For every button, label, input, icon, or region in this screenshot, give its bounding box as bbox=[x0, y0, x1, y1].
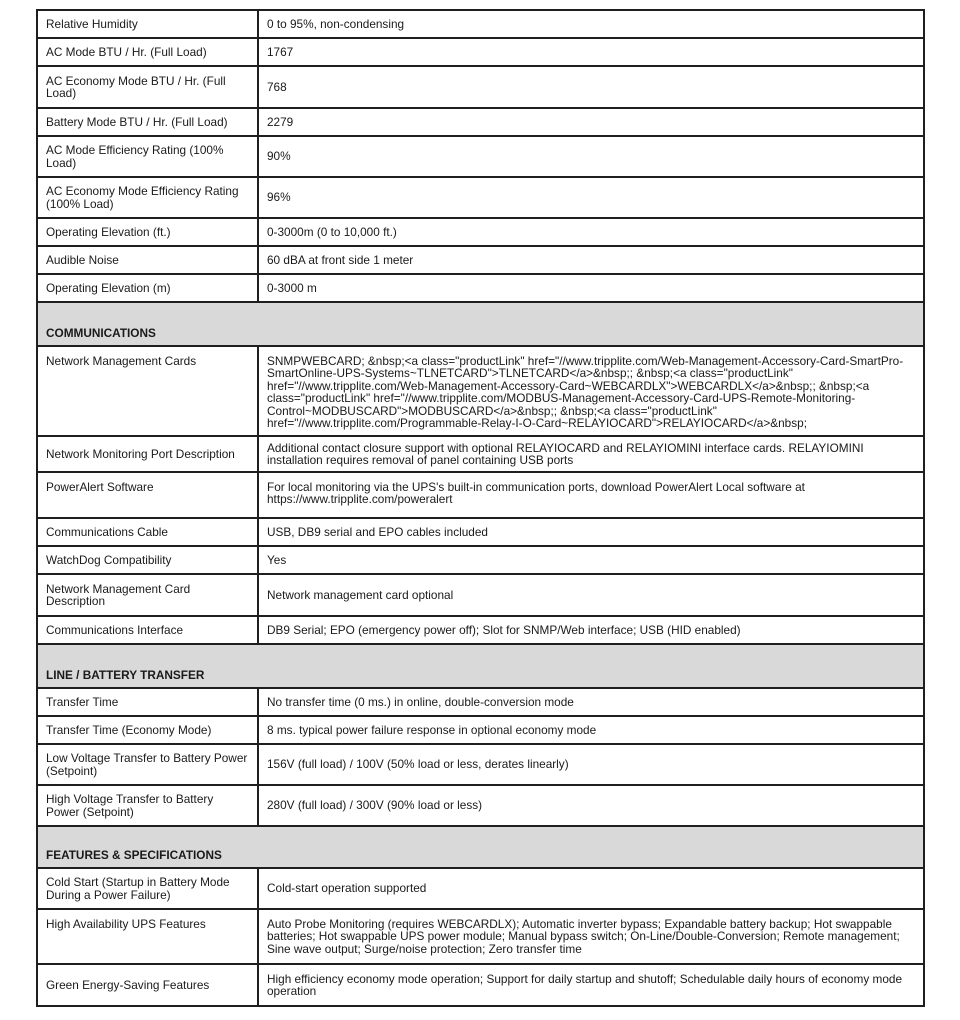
row-label: Network Management Cards bbox=[37, 346, 258, 436]
row-value: 768 bbox=[258, 66, 924, 108]
row-label: Green Energy-Saving Features bbox=[37, 964, 258, 1006]
row-value: 60 dBA at front side 1 meter bbox=[258, 246, 924, 274]
section-header-row bbox=[37, 644, 924, 688]
row-label: Audible Noise bbox=[37, 246, 258, 274]
row-label: AC Mode BTU / Hr. (Full Load) bbox=[37, 38, 258, 66]
table-row bbox=[37, 218, 924, 246]
row-value: DB9 Serial; EPO (emergency power off); Slot for SNMP/Web interface; USB (HID enabled) bbox=[258, 616, 924, 644]
table-row bbox=[37, 274, 924, 302]
row-value: 0 to 95%, non-condensing bbox=[258, 10, 924, 38]
table-row bbox=[37, 744, 924, 785]
row-value: 96% bbox=[258, 177, 924, 218]
table-row bbox=[37, 472, 924, 518]
table-row bbox=[37, 346, 924, 436]
row-label: Battery Mode BTU / Hr. (Full Load) bbox=[37, 108, 258, 136]
row-label: AC Economy Mode BTU / Hr. (Full Load) bbox=[37, 66, 258, 108]
table-row bbox=[37, 574, 924, 616]
row-label: Transfer Time (Economy Mode) bbox=[37, 716, 258, 744]
row-label: PowerAlert Software bbox=[37, 472, 258, 518]
row-value: USB, DB9 serial and EPO cables included bbox=[258, 518, 924, 546]
row-label: High Availability UPS Features bbox=[37, 909, 258, 964]
section-title: FEATURES & SPECIFICATIONS bbox=[37, 826, 924, 868]
row-label: WatchDog Compatibility bbox=[37, 546, 258, 574]
row-label: Relative Humidity bbox=[37, 10, 258, 38]
table-row bbox=[37, 785, 924, 826]
row-value: 0-3000m (0 to 10,000 ft.) bbox=[258, 218, 924, 246]
section-title: COMMUNICATIONS bbox=[37, 302, 924, 346]
table-row bbox=[37, 10, 924, 38]
table-row bbox=[37, 66, 924, 108]
table-row bbox=[37, 38, 924, 66]
table-row bbox=[37, 868, 924, 909]
table-row bbox=[37, 108, 924, 136]
row-value: 280V (full load) / 300V (90% load or less) bbox=[258, 785, 924, 826]
row-value: No transfer time (0 ms.) in online, double-conversion mode bbox=[258, 688, 924, 716]
section-header-row bbox=[37, 826, 924, 868]
table-row bbox=[37, 436, 924, 472]
row-value: 0-3000 m bbox=[258, 274, 924, 302]
row-value: 1767 bbox=[258, 38, 924, 66]
table-row bbox=[37, 688, 924, 716]
table-row bbox=[37, 964, 924, 1006]
table-row bbox=[37, 616, 924, 644]
row-value: 156V (full load) / 100V (50% load or less, derates linearly) bbox=[258, 744, 924, 785]
table-row bbox=[37, 546, 924, 574]
section-header-row bbox=[37, 302, 924, 346]
row-label: Network Monitoring Port Description bbox=[37, 436, 258, 472]
row-value: 2279 bbox=[258, 108, 924, 136]
row-label: Cold Start (Startup in Battery Mode During a Power Failure) bbox=[37, 868, 258, 909]
table-row bbox=[37, 246, 924, 274]
table-row bbox=[37, 716, 924, 744]
section-title: LINE / BATTERY TRANSFER bbox=[37, 644, 924, 688]
row-label: Operating Elevation (ft.) bbox=[37, 218, 258, 246]
row-label: Operating Elevation (m) bbox=[37, 274, 258, 302]
row-value: Cold-start operation supported bbox=[258, 868, 924, 909]
row-label: AC Mode Efficiency Rating (100% Load) bbox=[37, 136, 258, 177]
row-value: Auto Probe Monitoring (requires WEBCARDLX); Automatic inverter bypass; Expandable battery backup; Hot swappable batteries; Hot swappable UPS power module; Manual bypass switch; On-Line/Double-Conversion; Remote management; Sine wave output; Surge/noise protection; Zero transfer time bbox=[258, 909, 924, 964]
table-row bbox=[37, 177, 924, 218]
row-label: Transfer Time bbox=[37, 688, 258, 716]
row-label: High Voltage Transfer to Battery Power (Setpoint) bbox=[37, 785, 258, 826]
row-label: AC Economy Mode Efficiency Rating (100% Load) bbox=[37, 177, 258, 218]
table-row bbox=[37, 909, 924, 964]
row-value: For local monitoring via the UPS's built-in communication ports, download PowerAlert Local software at https://www.tripplite.com/poweralert bbox=[258, 472, 924, 518]
row-value: 8 ms. typical power failure response in optional economy mode bbox=[258, 716, 924, 744]
row-value: High efficiency economy mode operation; Support for daily startup and shutoff; Schedulable daily hours of economy mode operation bbox=[258, 964, 924, 1006]
row-value: Network management card optional bbox=[258, 574, 924, 616]
row-value: 90% bbox=[258, 136, 924, 177]
row-label: Network Management Card Description bbox=[37, 574, 258, 616]
table-row bbox=[37, 518, 924, 546]
row-value: Yes bbox=[258, 546, 924, 574]
spec-table-body bbox=[37, 10, 924, 1006]
row-value: Additional contact closure support with optional RELAYIOCARD and RELAYIOMINI interface cards. RELAYIOMINI installation requires removal of panel containing USB ports bbox=[258, 436, 924, 472]
row-label: Communications Cable bbox=[37, 518, 258, 546]
row-label: Communications Interface bbox=[37, 616, 258, 644]
row-value: SNMPWEBCARD; &nbsp;<a class="productLink" href="//www.tripplite.com/Web-Management-Accessory-Card-SmartPro-SmartOnline-UPS-Systems~TLNETCARD">TLNETCARD</a>&nbsp;; &nbsp;<a class="productLink" href="//www.tripplite.com/Web-Management-Accessory-Card~WEBCARDLX">WEBCARDLX</a>&nbsp;; &nbsp;<a class="productLink" href="//www.tripplite.com/MODBUS-Management-Accessory-Card-UPS-Remote-Monitoring-Control~MODBUSCARD">MODBUSCARD</a>&nbsp;; &nbsp;<a class="productLink" href="//www.tripplite.com/Programmable-Relay-I-O-Card~RELAYIOCARD">RELAYIOCARD</a>&nbsp; bbox=[258, 346, 924, 436]
spec-table bbox=[36, 9, 925, 1007]
table-row bbox=[37, 136, 924, 177]
row-label: Low Voltage Transfer to Battery Power (Setpoint) bbox=[37, 744, 258, 785]
